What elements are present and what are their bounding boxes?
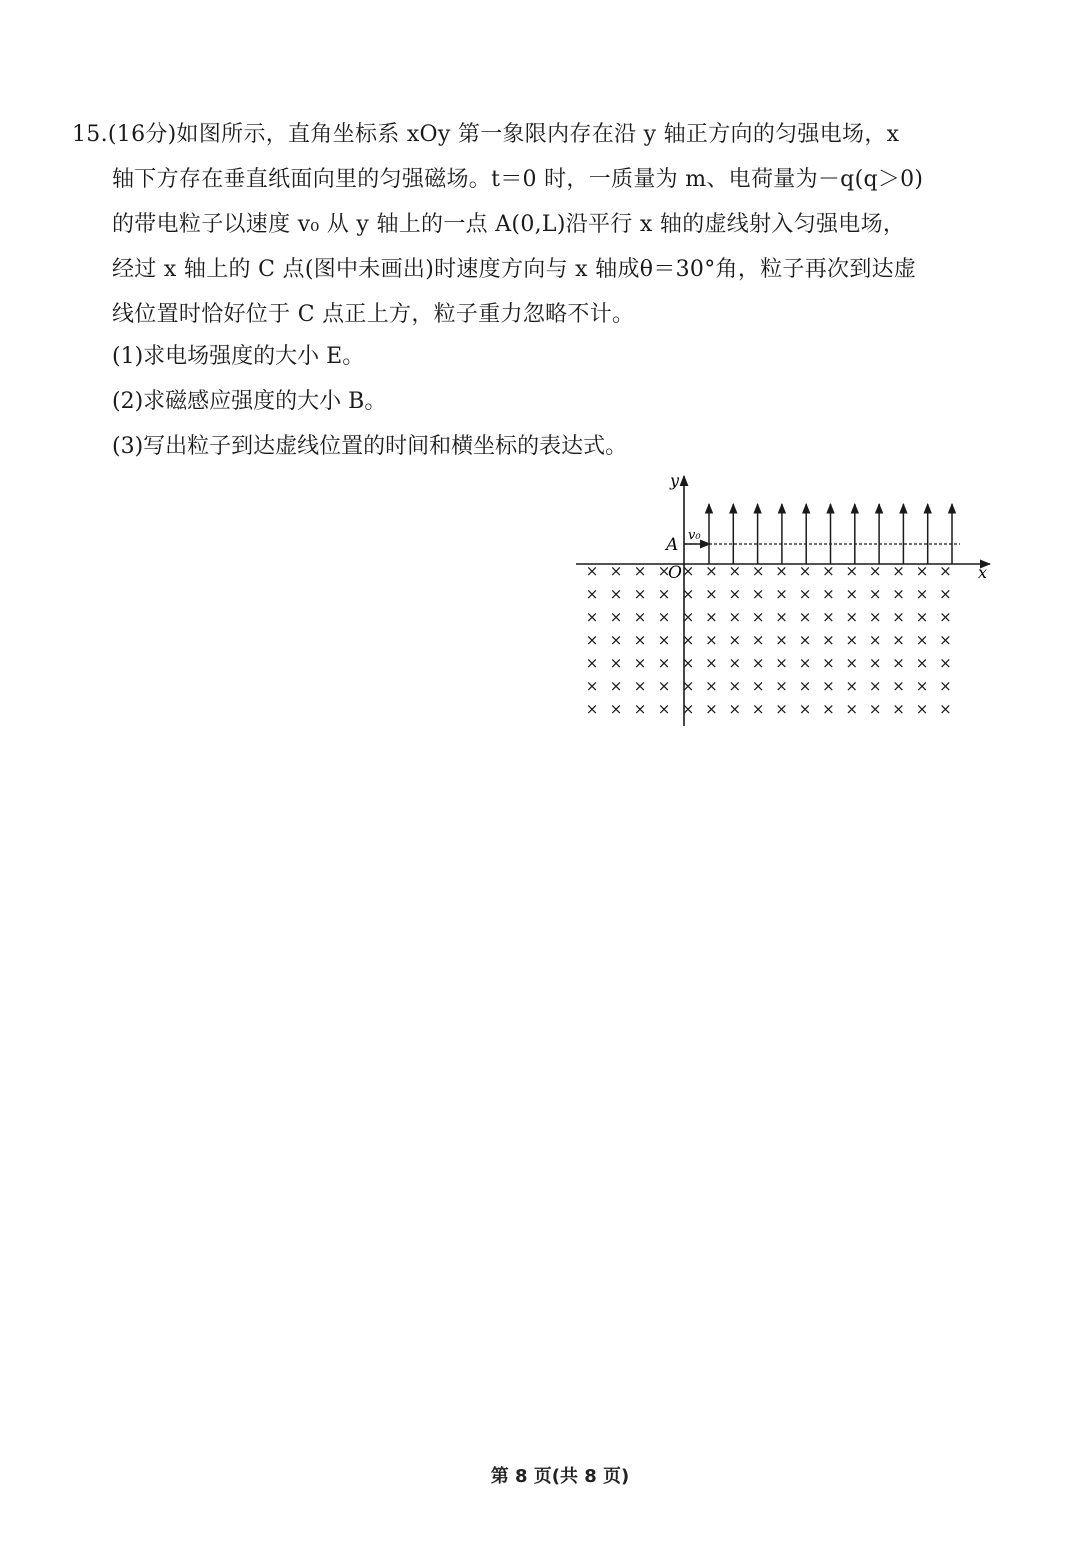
magnetic-field-cross: × — [845, 585, 859, 603]
magnetic-field-cross: × — [775, 700, 788, 718]
magnetic-field-cross: × — [868, 677, 882, 695]
magnetic-field-cross: × — [822, 631, 835, 649]
page-footer: 第 8 页(共 8 页) — [490, 1466, 630, 1487]
magnetic-field-cross: × — [915, 631, 929, 649]
magnetic-field-cross: × — [681, 677, 695, 695]
magnetic-field-cross: × — [609, 631, 623, 649]
magnetic-field-cross: × — [775, 608, 788, 626]
magnetic-field-cross: × — [939, 608, 952, 626]
magnetic-field-cross: × — [939, 677, 952, 695]
magnetic-field-cross: × — [751, 677, 765, 695]
magnetic-field-cross: × — [845, 677, 859, 695]
magnetic-field-cross: × — [939, 585, 952, 603]
magnetic-field-cross: × — [585, 677, 599, 695]
magnetic-field-cross: × — [868, 700, 882, 718]
magnetic-field-cross: × — [728, 562, 742, 580]
magnetic-field-cross: × — [657, 700, 671, 718]
magnetic-field-cross: × — [705, 608, 718, 626]
magnetic-field-cross: × — [892, 608, 905, 626]
magnetic-field-cross: × — [728, 585, 742, 603]
magnetic-field-cross: × — [845, 700, 859, 718]
magnetic-field-cross: × — [868, 631, 882, 649]
magnetic-field-cross: × — [892, 700, 905, 718]
magnetic-field-cross: × — [728, 654, 742, 672]
magnetic-field-cross: × — [798, 677, 812, 695]
magnetic-field-cross: × — [915, 608, 929, 626]
magnetic-field-cross: × — [845, 631, 859, 649]
magnetic-field-cross: × — [845, 562, 859, 580]
magnetic-field-cross: × — [798, 654, 812, 672]
magnetic-field-cross: × — [657, 608, 671, 626]
magnetic-field-cross: × — [657, 585, 671, 603]
x-axis-label: x — [978, 563, 988, 582]
magnetic-field-cross: × — [681, 608, 695, 626]
magnetic-field-cross: × — [798, 700, 812, 718]
magnetic-field-cross: × — [868, 654, 882, 672]
magnetic-field-cross: × — [681, 700, 695, 718]
magnetic-field-cross: × — [798, 631, 812, 649]
magnetic-field-cross: × — [798, 608, 812, 626]
magnetic-field-cross: × — [939, 654, 952, 672]
magnetic-field-cross: × — [585, 585, 599, 603]
magnetic-field-cross: × — [657, 631, 671, 649]
magnetic-field-cross: × — [657, 562, 671, 580]
velocity-label: v₀ — [688, 528, 701, 543]
question-3: (3)写出粒子到达虚线位置的时间和横坐标的表达式。 — [112, 434, 628, 459]
magnetic-field-cross: × — [681, 631, 695, 649]
magnetic-field-cross: × — [775, 562, 788, 580]
magnetic-field-cross: × — [751, 585, 765, 603]
magnetic-field-cross: × — [681, 654, 695, 672]
magnetic-field-cross: × — [585, 562, 599, 580]
magnetic-field-cross: × — [939, 562, 952, 580]
magnetic-field-cross: × — [798, 562, 812, 580]
question-1: (1)求电场强度的大小 E。 — [112, 344, 365, 369]
magnetic-field-cross: × — [609, 562, 623, 580]
magnetic-field-cross: × — [609, 654, 623, 672]
magnetic-field-cross: × — [868, 562, 882, 580]
magnetic-field-cross: × — [633, 631, 647, 649]
magnetic-field-cross: × — [868, 585, 882, 603]
magnetic-field-cross: × — [751, 562, 765, 580]
magnetic-field-cross: × — [822, 654, 835, 672]
magnetic-field-cross: × — [633, 585, 647, 603]
magnetic-field-cross: × — [939, 631, 952, 649]
problem-line-3: 的带电粒子以速度 v₀ 从 y 轴上的一点 A(0,L)沿平行 x 轴的虚线射入匀强电场， — [112, 212, 906, 237]
magnetic-field-cross: × — [822, 677, 835, 695]
magnetic-field-cross: × — [728, 631, 742, 649]
magnetic-field-cross: × — [657, 654, 671, 672]
magnetic-field-cross: × — [705, 562, 718, 580]
magnetic-field-cross: × — [633, 700, 647, 718]
magnetic-field-cross: × — [775, 677, 788, 695]
magnetic-field-cross: × — [681, 562, 695, 580]
magnetic-field-cross: × — [915, 585, 929, 603]
magnetic-field-cross: × — [657, 677, 671, 695]
magnetic-field-cross: × — [728, 677, 742, 695]
magnetic-field-cross: × — [939, 700, 952, 718]
magnetic-field-cross: × — [798, 585, 812, 603]
magnetic-field-cross: × — [705, 585, 718, 603]
magnetic-field-cross: × — [633, 654, 647, 672]
magnetic-field-cross: × — [751, 700, 765, 718]
magnetic-field-cross: × — [845, 608, 859, 626]
magnetic-field-cross: × — [705, 654, 718, 672]
magnetic-field-cross: × — [705, 631, 718, 649]
magnetic-field-cross: × — [915, 700, 929, 718]
magnetic-field-cross: × — [609, 585, 623, 603]
magnetic-field-cross: × — [609, 700, 623, 718]
magnetic-field-cross: × — [705, 677, 718, 695]
field-diagram — [570, 470, 1000, 735]
magnetic-field-cross: × — [892, 654, 905, 672]
magnetic-field-cross: × — [609, 608, 623, 626]
magnetic-field-cross: × — [822, 608, 835, 626]
magnetic-field-cross: × — [845, 654, 859, 672]
magnetic-field-cross: × — [915, 562, 929, 580]
problem-line-2: 轴下方存在垂直纸面向里的匀强磁场。t＝0 时，一质量为 m、电荷量为－q(q＞0) — [112, 167, 924, 192]
point-a-label: A — [666, 535, 679, 555]
magnetic-field-cross: × — [892, 585, 905, 603]
problem-line-4: 经过 x 轴上的 C 点(图中未画出)时速度方向与 x 轴成θ＝30°角，粒子再次到达虚 — [112, 257, 917, 282]
magnetic-field-crosses — [586, 562, 952, 718]
question-2: (2)求磁感应强度的大小 B。 — [112, 389, 387, 414]
magnetic-field-cross: × — [585, 700, 599, 718]
magnetic-field-cross: × — [775, 654, 788, 672]
problem-line-1: 15.(16分)如图所示，直角坐标系 xOy 第一象限内存在沿 y 轴正方向的匀强电场，x — [72, 122, 900, 147]
magnetic-field-cross: × — [822, 562, 835, 580]
magnetic-field-cross: × — [822, 700, 835, 718]
electric-field-arrows — [709, 504, 952, 564]
magnetic-field-cross: × — [633, 562, 647, 580]
magnetic-field-cross: × — [775, 631, 788, 649]
magnetic-field-cross: × — [892, 631, 905, 649]
magnetic-field-cross: × — [822, 585, 835, 603]
magnetic-field-cross: × — [751, 654, 765, 672]
magnetic-field-cross: × — [585, 654, 599, 672]
magnetic-field-cross: × — [751, 631, 765, 649]
magnetic-field-cross: × — [728, 608, 742, 626]
magnetic-field-cross: × — [751, 608, 765, 626]
magnetic-field-cross: × — [892, 562, 905, 580]
problem-statement — [72, 112, 1012, 337]
magnetic-field-cross: × — [705, 700, 718, 718]
magnetic-field-cross: × — [892, 677, 905, 695]
magnetic-field-cross: × — [585, 631, 599, 649]
origin-label: O — [668, 563, 682, 583]
magnetic-field-cross: × — [915, 677, 929, 695]
magnetic-field-cross: × — [633, 608, 647, 626]
magnetic-field-cross: × — [681, 585, 695, 603]
problem-line-5: 线位置时恰好位于 C 点正上方，粒子重力忽略不计。 — [112, 302, 635, 327]
magnetic-field-cross: × — [775, 585, 788, 603]
magnetic-field-cross: × — [728, 700, 742, 718]
magnetic-field-cross: × — [868, 608, 882, 626]
magnetic-field-cross: × — [915, 654, 929, 672]
magnetic-field-cross: × — [585, 608, 599, 626]
magnetic-field-cross: × — [609, 677, 623, 695]
y-axis-label: y — [670, 471, 680, 490]
magnetic-field-cross: × — [633, 677, 647, 695]
